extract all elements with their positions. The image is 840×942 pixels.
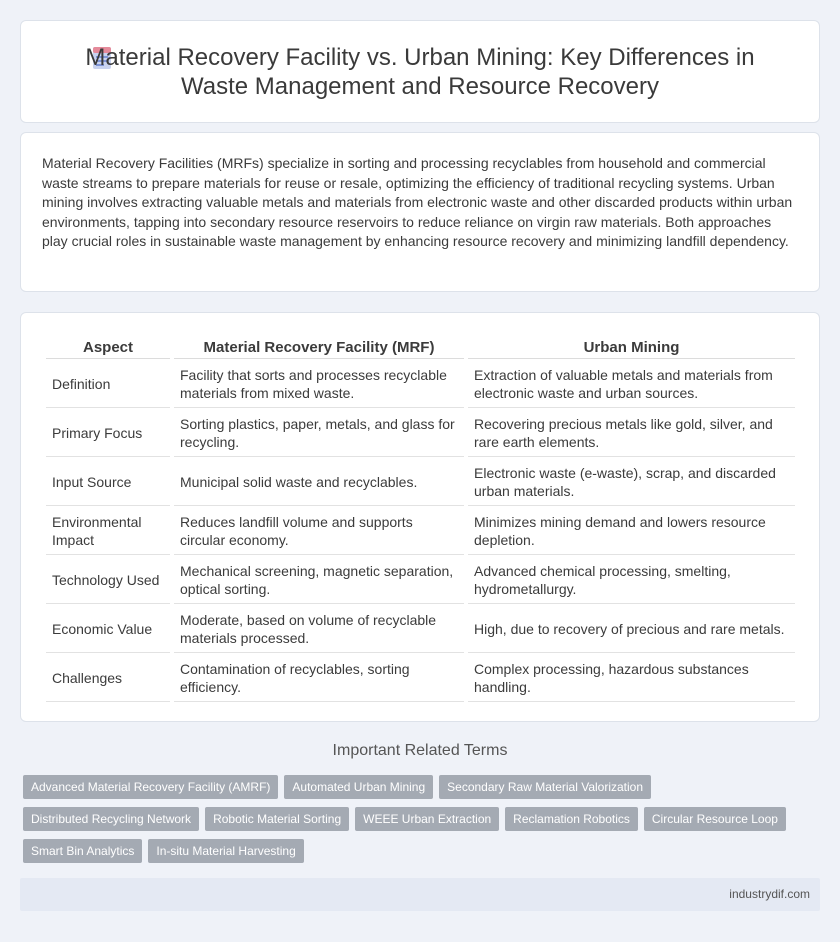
table-row [46,459,795,506]
related-term-tag[interactable]: Secondary Raw Material Valorization [439,775,651,799]
row-mrf: Contamination of recyclables, sorting efficiency. [174,655,464,702]
row-urban-mining: Recovering precious metals like gold, silver, and rare earth elements. [468,410,795,457]
row-urban-mining: Complex processing, hazardous substances handling. [468,655,795,702]
row-urban-mining: Advanced chemical processing, smelting, hydrometallurgy. [468,557,795,604]
row-aspect: Environmental Impact [46,508,170,555]
footer [20,878,820,911]
related-term-tag[interactable]: Smart Bin Analytics [23,839,142,863]
related-term-tag[interactable]: Advanced Material Recovery Facility (AMRF) [23,775,278,799]
related-term-tag[interactable]: Distributed Recycling Network [23,807,199,831]
comparison-card [20,312,820,722]
title-card [20,20,820,123]
table-row [46,557,795,604]
table-row [46,606,795,653]
table-row [46,410,795,457]
table-row [46,508,795,555]
related-term-tag[interactable]: In-situ Material Harvesting [148,839,303,863]
header-mrf: Material Recovery Facility (MRF) [174,336,464,359]
page-title: Material Recovery Facility vs. Urban Mining: Key Differences in Waste Management and Resource Recovery [85,44,755,100]
intro-paragraph: Material Recovery Facilities (MRFs) specialize in sorting and processing recyclables from household and commercial waste streams to prepare materials for reuse or resale, optimizing the efficiency of traditional recycling systems. Urban mining involves extracting valuable metals and materials from electronic waste and other discarded products within urban environments, tapping into secondary resource reservoirs to reduce reliance on virgin raw materials. Both approaches play crucial roles in sustainable waste management by enhancing resource recovery and minimizing landfill dependency. [42,155,793,249]
related-terms-list [23,775,813,863]
row-mrf: Municipal solid waste and recyclables. [174,459,464,506]
table-row [46,655,795,702]
related-term-tag[interactable]: Circular Resource Loop [644,807,786,831]
row-mrf: Reduces landfill volume and supports circular economy. [174,508,464,555]
row-aspect: Technology Used [46,557,170,604]
related-term-tag[interactable]: WEEE Urban Extraction [355,807,499,831]
related-terms-heading: Important Related Terms [332,742,508,759]
row-aspect: Economic Value [46,606,170,653]
header-urban-mining: Urban Mining [468,336,795,359]
row-urban-mining: Electronic waste (e-waste), scrap, and discarded urban materials. [468,459,795,506]
intro-card [20,132,820,292]
related-term-tag[interactable]: Automated Urban Mining [284,775,433,799]
row-urban-mining: High, due to recovery of precious and rare metals. [468,606,795,653]
row-aspect: Definition [46,361,170,408]
table-header-row [46,336,795,359]
row-mrf: Mechanical screening, magnetic separation, optical sorting. [174,557,464,604]
row-mrf: Sorting plastics, paper, metals, and glass for recycling. [174,410,464,457]
row-aspect: Primary Focus [46,410,170,457]
row-mrf: Moderate, based on volume of recyclable materials processed. [174,606,464,653]
row-urban-mining: Extraction of valuable metals and materials from electronic waste and urban sources. [468,361,795,408]
row-urban-mining: Minimizes mining demand and lowers resource depletion. [468,508,795,555]
row-mrf: Facility that sorts and processes recyclable materials from mixed waste. [174,361,464,408]
table-row [46,361,795,408]
header-aspect: Aspect [46,336,170,359]
footer-site-link[interactable]: industrydif.com [729,887,810,901]
row-aspect: Challenges [46,655,170,702]
related-term-tag[interactable]: Reclamation Robotics [505,807,638,831]
row-aspect: Input Source [46,459,170,506]
comparison-table [42,334,799,704]
related-term-tag[interactable]: Robotic Material Sorting [205,807,349,831]
